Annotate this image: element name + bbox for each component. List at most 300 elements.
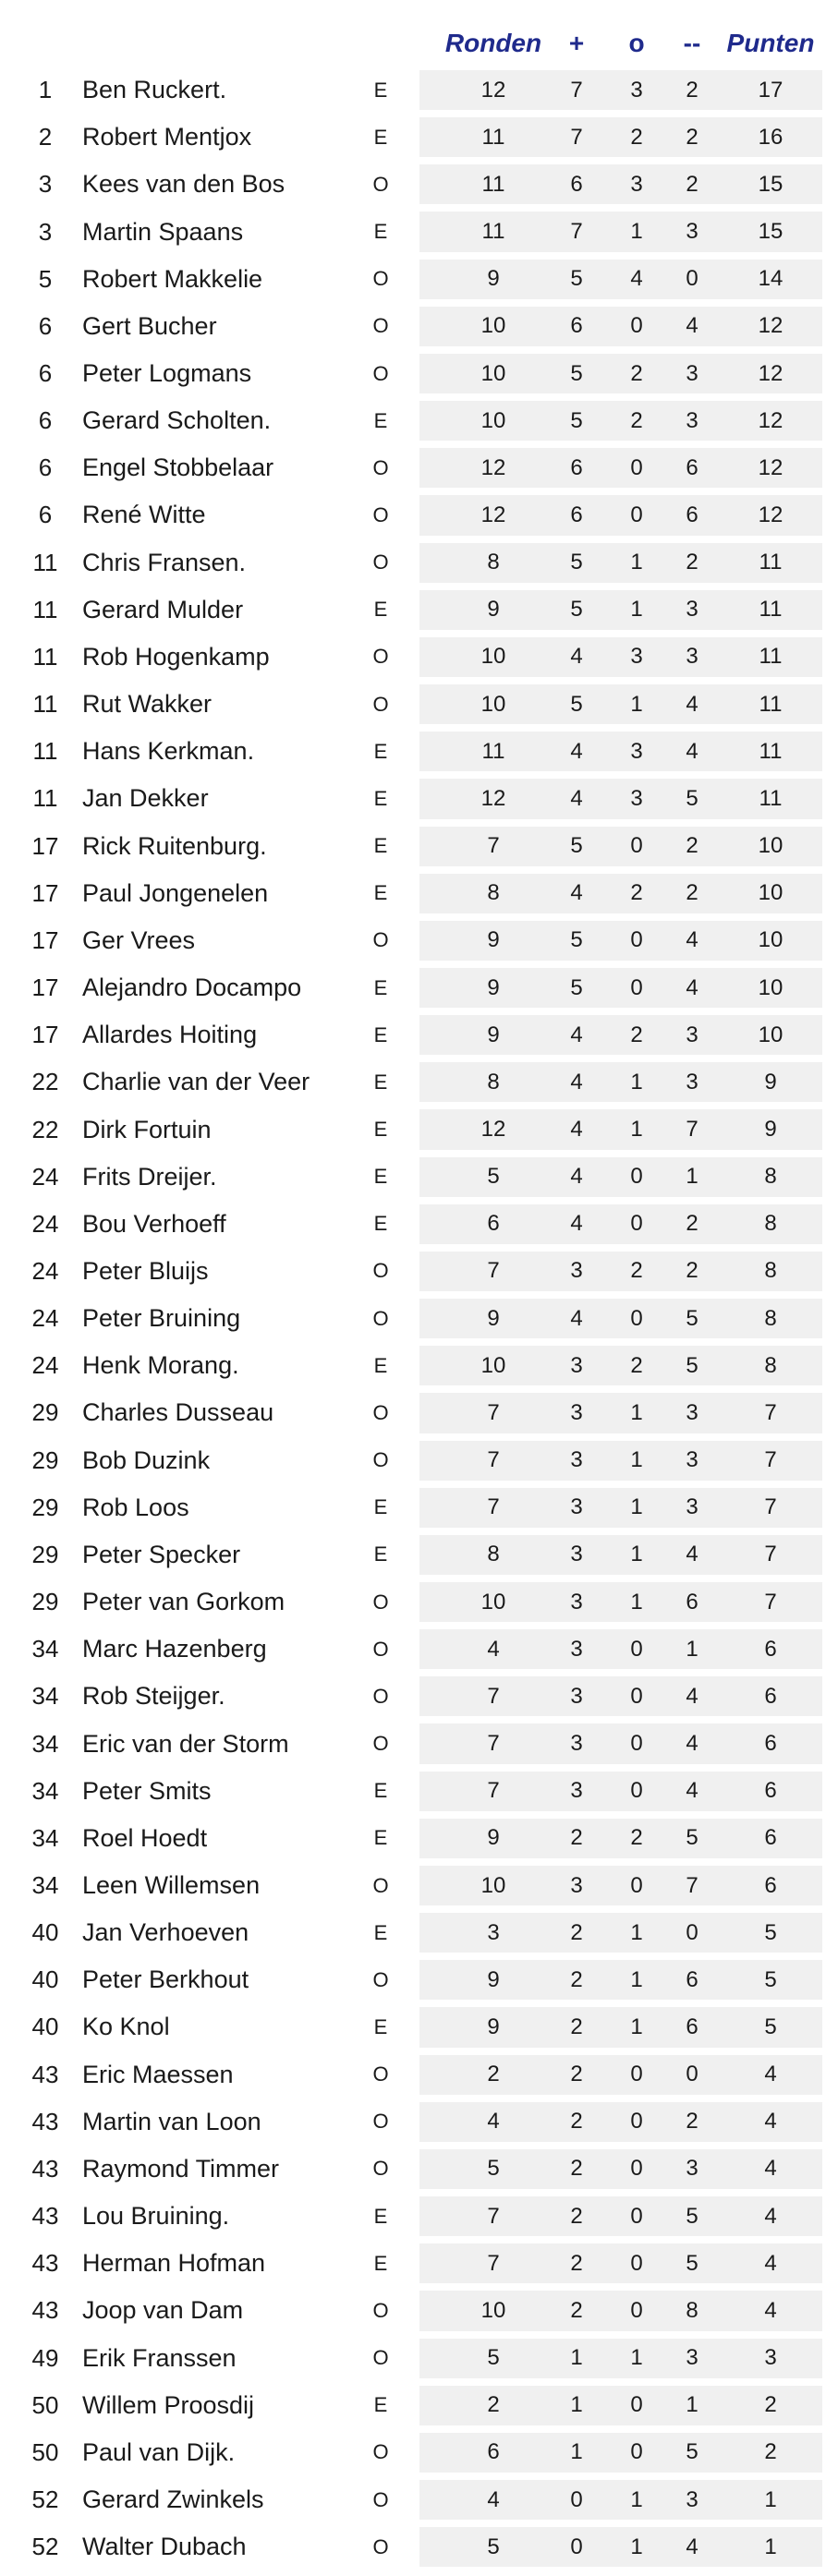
table-row <box>22 1437 802 1484</box>
player-name: Allardes Hoiting <box>82 1021 258 1049</box>
player-name: Jan Verhoeven <box>82 1918 249 1947</box>
rounds-cell: 6 <box>487 1211 500 1237</box>
draws-cell: 0 <box>630 2439 643 2465</box>
table-row <box>22 2240 802 2287</box>
player-name: Peter Berkhout <box>82 1965 249 1994</box>
player-name: Peter Smits <box>82 1776 212 1805</box>
table-row <box>22 2146 802 2193</box>
points-cell: 5 <box>764 1966 777 1992</box>
rank-cell: 49 <box>31 2343 59 2372</box>
table-row <box>22 681 802 728</box>
club-code: E <box>373 1022 388 1046</box>
club-code: E <box>373 1070 388 1094</box>
table-row <box>22 256 802 303</box>
player-name: Bob Duzink <box>82 1445 211 1474</box>
rank-cell: 3 <box>38 217 53 246</box>
rounds-cell: 7 <box>487 1494 500 1520</box>
table-header <box>22 20 815 67</box>
points-cell: 11 <box>759 691 783 717</box>
losses-cell: 6 <box>686 454 698 480</box>
club-code: E <box>373 1495 388 1519</box>
rank-cell: 6 <box>38 359 53 388</box>
wins-cell: 3 <box>570 1636 583 1662</box>
club-code: E <box>373 2014 388 2038</box>
rounds-cell: 8 <box>487 880 500 906</box>
rank-cell: 6 <box>38 311 53 340</box>
table-row <box>22 728 802 775</box>
club-code: O <box>372 1590 389 1614</box>
table-row <box>22 208 802 255</box>
club-code: O <box>372 1967 389 1991</box>
table-row <box>22 1058 802 1106</box>
wins-cell: 3 <box>570 1494 583 1520</box>
table-row <box>22 587 802 634</box>
points-cell: 4 <box>764 2109 777 2135</box>
losses-cell: 4 <box>686 1683 698 1709</box>
losses-cell: 4 <box>686 738 698 764</box>
rank-cell: 34 <box>31 1682 59 1711</box>
rank-cell: 52 <box>31 2485 59 2514</box>
club-code: E <box>373 408 388 432</box>
player-name: Herman Hofman <box>82 2249 266 2278</box>
draws-cell: 3 <box>630 738 643 764</box>
points-cell: 5 <box>764 1919 777 1945</box>
wins-cell: 3 <box>570 1778 583 1804</box>
rank-cell: 24 <box>31 1351 59 1380</box>
points-cell: 6 <box>764 1731 777 1757</box>
rank-cell: 34 <box>31 1635 59 1663</box>
table-row <box>22 1531 802 1578</box>
table-row <box>22 161 802 208</box>
table-row <box>22 1768 802 1815</box>
club-code: O <box>372 2062 389 2086</box>
player-name: Ko Knol <box>82 2013 170 2041</box>
rank-cell: 2 <box>38 123 53 151</box>
rank-cell: 29 <box>31 1493 59 1521</box>
club-code: E <box>373 78 388 102</box>
rank-cell: 52 <box>31 2533 59 2561</box>
losses-cell: 2 <box>686 880 698 906</box>
rounds-cell: 5 <box>487 1164 500 1190</box>
player-name: Charles Dusseau <box>82 1398 274 1427</box>
rounds-cell: 7 <box>487 1731 500 1757</box>
rounds-cell: 9 <box>487 1966 500 1992</box>
points-cell: 7 <box>764 1589 777 1615</box>
losses-cell: 3 <box>686 360 698 386</box>
rank-cell: 50 <box>31 2437 59 2466</box>
losses-cell: 5 <box>686 1305 698 1331</box>
rounds-cell: 9 <box>487 1022 500 1047</box>
club-code: E <box>373 834 388 858</box>
draws-cell: 0 <box>630 2156 643 2182</box>
club-code: E <box>373 1779 388 1803</box>
player-name: Hans Kerkman. <box>82 737 255 766</box>
table-row <box>22 350 802 397</box>
rank-cell: 40 <box>31 2013 59 2041</box>
losses-cell: 2 <box>686 77 698 103</box>
rounds-cell: 12 <box>480 1117 506 1143</box>
table-row <box>22 2476 802 2523</box>
losses-cell: 3 <box>686 2156 698 2182</box>
standings-table <box>22 20 815 2570</box>
losses-cell: 4 <box>686 691 698 717</box>
rank-cell: 24 <box>31 1304 59 1333</box>
draws-cell: 1 <box>630 1589 643 1615</box>
player-name: Martin Spaans <box>82 217 244 246</box>
draws-cell: 1 <box>630 2486 643 2512</box>
losses-cell: 6 <box>686 502 698 527</box>
rank-cell: 40 <box>31 1918 59 1947</box>
points-cell: 7 <box>764 1494 777 1520</box>
club-code: E <box>373 1118 388 1142</box>
rank-cell: 11 <box>32 642 58 671</box>
wins-cell: 5 <box>570 266 583 292</box>
wins-cell: 3 <box>570 1447 583 1473</box>
draws-cell: 1 <box>630 2534 643 2559</box>
player-name: Marc Hazenberg <box>82 1635 267 1663</box>
draws-cell: 1 <box>630 1399 643 1425</box>
table-row <box>22 2287 802 2334</box>
wins-cell: 4 <box>570 1117 583 1143</box>
rounds-cell: 10 <box>480 313 506 339</box>
rounds-cell: 11 <box>481 171 505 197</box>
draws-cell: 2 <box>630 360 643 386</box>
points-cell: 2 <box>764 2392 777 2418</box>
points-cell: 8 <box>764 1211 777 1237</box>
losses-cell: 3 <box>686 1399 698 1425</box>
player-name: Erik Franssen <box>82 2343 237 2372</box>
wins-cell: 6 <box>570 313 583 339</box>
losses-cell: 1 <box>686 2392 698 2418</box>
points-cell: 4 <box>764 2203 777 2229</box>
wins-cell: 2 <box>570 2203 583 2229</box>
points-cell: 14 <box>758 266 783 292</box>
rank-cell: 3 <box>38 170 53 199</box>
points-cell: 9 <box>764 1069 777 1094</box>
wins-cell: 4 <box>570 738 583 764</box>
wins-cell: 0 <box>570 2486 583 2512</box>
club-code: O <box>372 2157 389 2181</box>
rounds-cell: 9 <box>487 974 500 1000</box>
header-points: Punten <box>726 29 815 57</box>
losses-cell: 6 <box>686 1966 698 1992</box>
club-code: E <box>373 2204 388 2228</box>
draws-cell: 1 <box>630 1069 643 1094</box>
points-cell: 7 <box>764 1447 777 1473</box>
wins-cell: 2 <box>570 2297 583 2323</box>
table-row <box>22 2193 802 2240</box>
club-code: O <box>372 267 389 291</box>
club-code: E <box>373 598 388 622</box>
rounds-cell: 11 <box>481 124 505 150</box>
draws-cell: 1 <box>630 550 643 575</box>
rounds-cell: 4 <box>487 2109 500 2135</box>
player-name: Eric van der Storm <box>82 1729 289 1758</box>
points-cell: 1 <box>764 2534 777 2559</box>
losses-cell: 2 <box>686 124 698 150</box>
club-code: E <box>373 881 388 905</box>
player-name: Bou Verhoeff <box>82 1209 226 1238</box>
club-code: O <box>372 172 389 196</box>
wins-cell: 3 <box>570 1731 583 1757</box>
losses-cell: 3 <box>686 2486 698 2512</box>
rounds-cell: 7 <box>487 1258 500 1284</box>
rounds-cell: 7 <box>487 1399 500 1425</box>
rank-cell: 11 <box>32 737 58 766</box>
club-code: E <box>373 125 388 149</box>
player-name: Gerard Scholten. <box>82 406 272 435</box>
rounds-cell: 10 <box>480 644 506 670</box>
wins-cell: 2 <box>570 2062 583 2087</box>
wins-cell: 0 <box>570 2534 583 2559</box>
table-row <box>22 1106 802 1153</box>
table-row <box>22 1248 802 1295</box>
table-row <box>22 823 802 870</box>
header-losses: -- <box>683 29 701 57</box>
rank-cell: 43 <box>31 2060 59 2088</box>
player-name: Martin van Loon <box>82 2107 261 2135</box>
wins-cell: 4 <box>570 1164 583 1190</box>
draws-cell: 3 <box>630 171 643 197</box>
losses-cell: 4 <box>686 974 698 1000</box>
wins-cell: 4 <box>570 1305 583 1331</box>
points-cell: 6 <box>764 1636 777 1662</box>
losses-cell: 5 <box>686 2439 698 2465</box>
points-cell: 7 <box>764 1542 777 1567</box>
club-code: O <box>372 1637 389 1661</box>
points-cell: 1 <box>764 2486 777 2512</box>
rank-cell: 6 <box>38 454 53 482</box>
rounds-cell: 8 <box>487 550 500 575</box>
wins-cell: 2 <box>570 1919 583 1945</box>
losses-cell: 2 <box>686 1211 698 1237</box>
points-cell: 10 <box>758 1022 783 1047</box>
player-name: Raymond Timmer <box>82 2154 280 2183</box>
points-cell: 12 <box>758 360 783 386</box>
points-cell: 6 <box>764 1825 777 1851</box>
player-name: Robert Mentjox <box>82 123 252 151</box>
player-name: Paul van Dijk. <box>82 2437 236 2466</box>
rank-cell: 17 <box>31 925 59 954</box>
player-name: Willem Proosdij <box>82 2390 255 2419</box>
wins-cell: 3 <box>570 1683 583 1709</box>
player-name: Henk Morang. <box>82 1351 239 1380</box>
club-code: O <box>372 314 389 338</box>
losses-cell: 8 <box>686 2297 698 2323</box>
rank-cell: 29 <box>31 1398 59 1427</box>
points-cell: 12 <box>758 454 783 480</box>
rank-cell: 43 <box>31 2296 59 2325</box>
club-code: O <box>372 645 389 669</box>
rounds-cell: 12 <box>480 454 506 480</box>
wins-cell: 3 <box>570 1399 583 1425</box>
rounds-cell: 12 <box>480 77 506 103</box>
draws-cell: 0 <box>630 2250 643 2276</box>
draws-cell: 3 <box>630 785 643 811</box>
draws-cell: 2 <box>630 1352 643 1378</box>
wins-cell: 5 <box>570 407 583 433</box>
points-cell: 7 <box>764 1399 777 1425</box>
player-name: Rob Loos <box>82 1493 189 1521</box>
rounds-cell: 7 <box>487 2250 500 2276</box>
rank-cell: 11 <box>32 548 58 576</box>
rounds-cell: 12 <box>480 502 506 527</box>
table-row <box>22 1720 802 1767</box>
points-cell: 6 <box>764 1778 777 1804</box>
losses-cell: 3 <box>686 2345 698 2371</box>
points-cell: 12 <box>758 407 783 433</box>
rounds-cell: 2 <box>487 2062 500 2087</box>
wins-cell: 3 <box>570 1258 583 1284</box>
rank-cell: 24 <box>31 1256 59 1285</box>
header-rounds: Ronden <box>444 29 542 57</box>
draws-cell: 0 <box>630 1636 643 1662</box>
points-cell: 15 <box>758 219 783 245</box>
losses-cell: 0 <box>686 1919 698 1945</box>
table-row <box>22 1956 802 2003</box>
table-row <box>22 1201 802 1248</box>
losses-cell: 5 <box>686 2203 698 2229</box>
draws-cell: 0 <box>630 1683 643 1709</box>
wins-cell: 5 <box>570 974 583 1000</box>
rounds-cell: 12 <box>480 785 506 811</box>
losses-cell: 3 <box>686 407 698 433</box>
wins-cell: 2 <box>570 1966 583 1992</box>
draws-cell: 0 <box>630 1164 643 1190</box>
club-code: O <box>372 928 389 952</box>
rounds-cell: 10 <box>480 1352 506 1378</box>
player-name: Paul Jongenelen <box>82 878 269 907</box>
rounds-cell: 9 <box>487 597 500 623</box>
player-name: Ger Vrees <box>82 925 196 954</box>
table-row <box>22 1154 802 1201</box>
draws-cell: 0 <box>630 1305 643 1331</box>
rank-cell: 5 <box>38 264 53 293</box>
table-row <box>22 1862 802 1909</box>
wins-cell: 5 <box>570 833 583 859</box>
points-cell: 16 <box>758 124 783 150</box>
draws-cell: 1 <box>630 1919 643 1945</box>
rounds-cell: 6 <box>487 2439 500 2465</box>
losses-cell: 3 <box>686 219 698 245</box>
draws-cell: 0 <box>630 313 643 339</box>
club-code: O <box>372 455 389 479</box>
rank-cell: 43 <box>31 2107 59 2135</box>
rank-cell: 17 <box>31 878 59 907</box>
rounds-cell: 10 <box>480 691 506 717</box>
rounds-cell: 9 <box>487 1305 500 1331</box>
losses-cell: 5 <box>686 1352 698 1378</box>
rank-cell: 34 <box>31 1823 59 1852</box>
club-code: E <box>373 1542 388 1566</box>
wins-cell: 4 <box>570 1211 583 1237</box>
player-name: Jan Dekker <box>82 784 209 813</box>
draws-cell: 0 <box>630 2297 643 2323</box>
rounds-cell: 9 <box>487 1825 500 1851</box>
losses-cell: 4 <box>686 1542 698 1567</box>
player-name: Ben Ruckert. <box>82 76 227 104</box>
points-cell: 8 <box>764 1305 777 1331</box>
draws-cell: 2 <box>630 1258 643 1284</box>
points-cell: 10 <box>758 833 783 859</box>
club-code: O <box>372 2534 389 2558</box>
draws-cell: 2 <box>630 407 643 433</box>
club-code: E <box>373 2251 388 2275</box>
club-code: E <box>373 1165 388 1189</box>
points-cell: 4 <box>764 2156 777 2182</box>
player-name: Gerard Mulder <box>82 595 244 623</box>
losses-cell: 5 <box>686 785 698 811</box>
table-row <box>22 1342 802 1389</box>
rounds-cell: 9 <box>487 927 500 953</box>
table-row <box>22 1626 802 1673</box>
rounds-cell: 11 <box>481 219 505 245</box>
player-name: Rut Wakker <box>82 690 213 719</box>
club-code: E <box>373 1826 388 1850</box>
rank-cell: 6 <box>38 501 53 529</box>
losses-cell: 3 <box>686 1069 698 1094</box>
draws-cell: 3 <box>630 644 643 670</box>
losses-cell: 6 <box>686 2014 698 2039</box>
table-row <box>22 1673 802 1720</box>
table-row <box>22 634 802 681</box>
losses-cell: 7 <box>686 1117 698 1143</box>
player-name: Rob Hogenkamp <box>82 642 270 671</box>
losses-cell: 4 <box>686 2534 698 2559</box>
draws-cell: 0 <box>630 1211 643 1237</box>
rounds-cell: 7 <box>487 1447 500 1473</box>
wins-cell: 4 <box>570 785 583 811</box>
wins-cell: 7 <box>570 219 583 245</box>
wins-cell: 5 <box>570 597 583 623</box>
wins-cell: 1 <box>570 2392 583 2418</box>
rounds-cell: 4 <box>487 1636 500 1662</box>
draws-cell: 1 <box>630 1117 643 1143</box>
losses-cell: 2 <box>686 171 698 197</box>
draws-cell: 2 <box>630 880 643 906</box>
player-name: Frits Dreijer. <box>82 1162 217 1191</box>
losses-cell: 4 <box>686 1778 698 1804</box>
player-name: Engel Stobbelaar <box>82 454 274 482</box>
points-cell: 6 <box>764 1872 777 1898</box>
table-row <box>22 1389 802 1436</box>
points-cell: 8 <box>764 1352 777 1378</box>
club-code: O <box>372 2110 389 2134</box>
draws-cell: 4 <box>630 266 643 292</box>
club-code: O <box>372 1684 389 1708</box>
draws-cell: 1 <box>630 597 643 623</box>
wins-cell: 5 <box>570 360 583 386</box>
losses-cell: 5 <box>686 1825 698 1851</box>
points-cell: 8 <box>764 1258 777 1284</box>
player-name: René Witte <box>82 501 206 529</box>
draws-cell: 1 <box>630 691 643 717</box>
rounds-cell: 9 <box>487 266 500 292</box>
club-code: E <box>373 739 388 763</box>
rank-cell: 22 <box>31 1068 59 1096</box>
losses-cell: 2 <box>686 2109 698 2135</box>
club-code: O <box>372 2346 389 2370</box>
draws-cell: 1 <box>630 1966 643 1992</box>
points-cell: 12 <box>758 502 783 527</box>
player-name: Eric Maessen <box>82 2060 234 2088</box>
club-code: O <box>372 2487 389 2511</box>
player-name: Peter Bluijs <box>82 1256 209 1285</box>
points-cell: 11 <box>759 550 783 575</box>
points-cell: 11 <box>759 644 783 670</box>
losses-cell: 3 <box>686 597 698 623</box>
draws-cell: 1 <box>630 219 643 245</box>
